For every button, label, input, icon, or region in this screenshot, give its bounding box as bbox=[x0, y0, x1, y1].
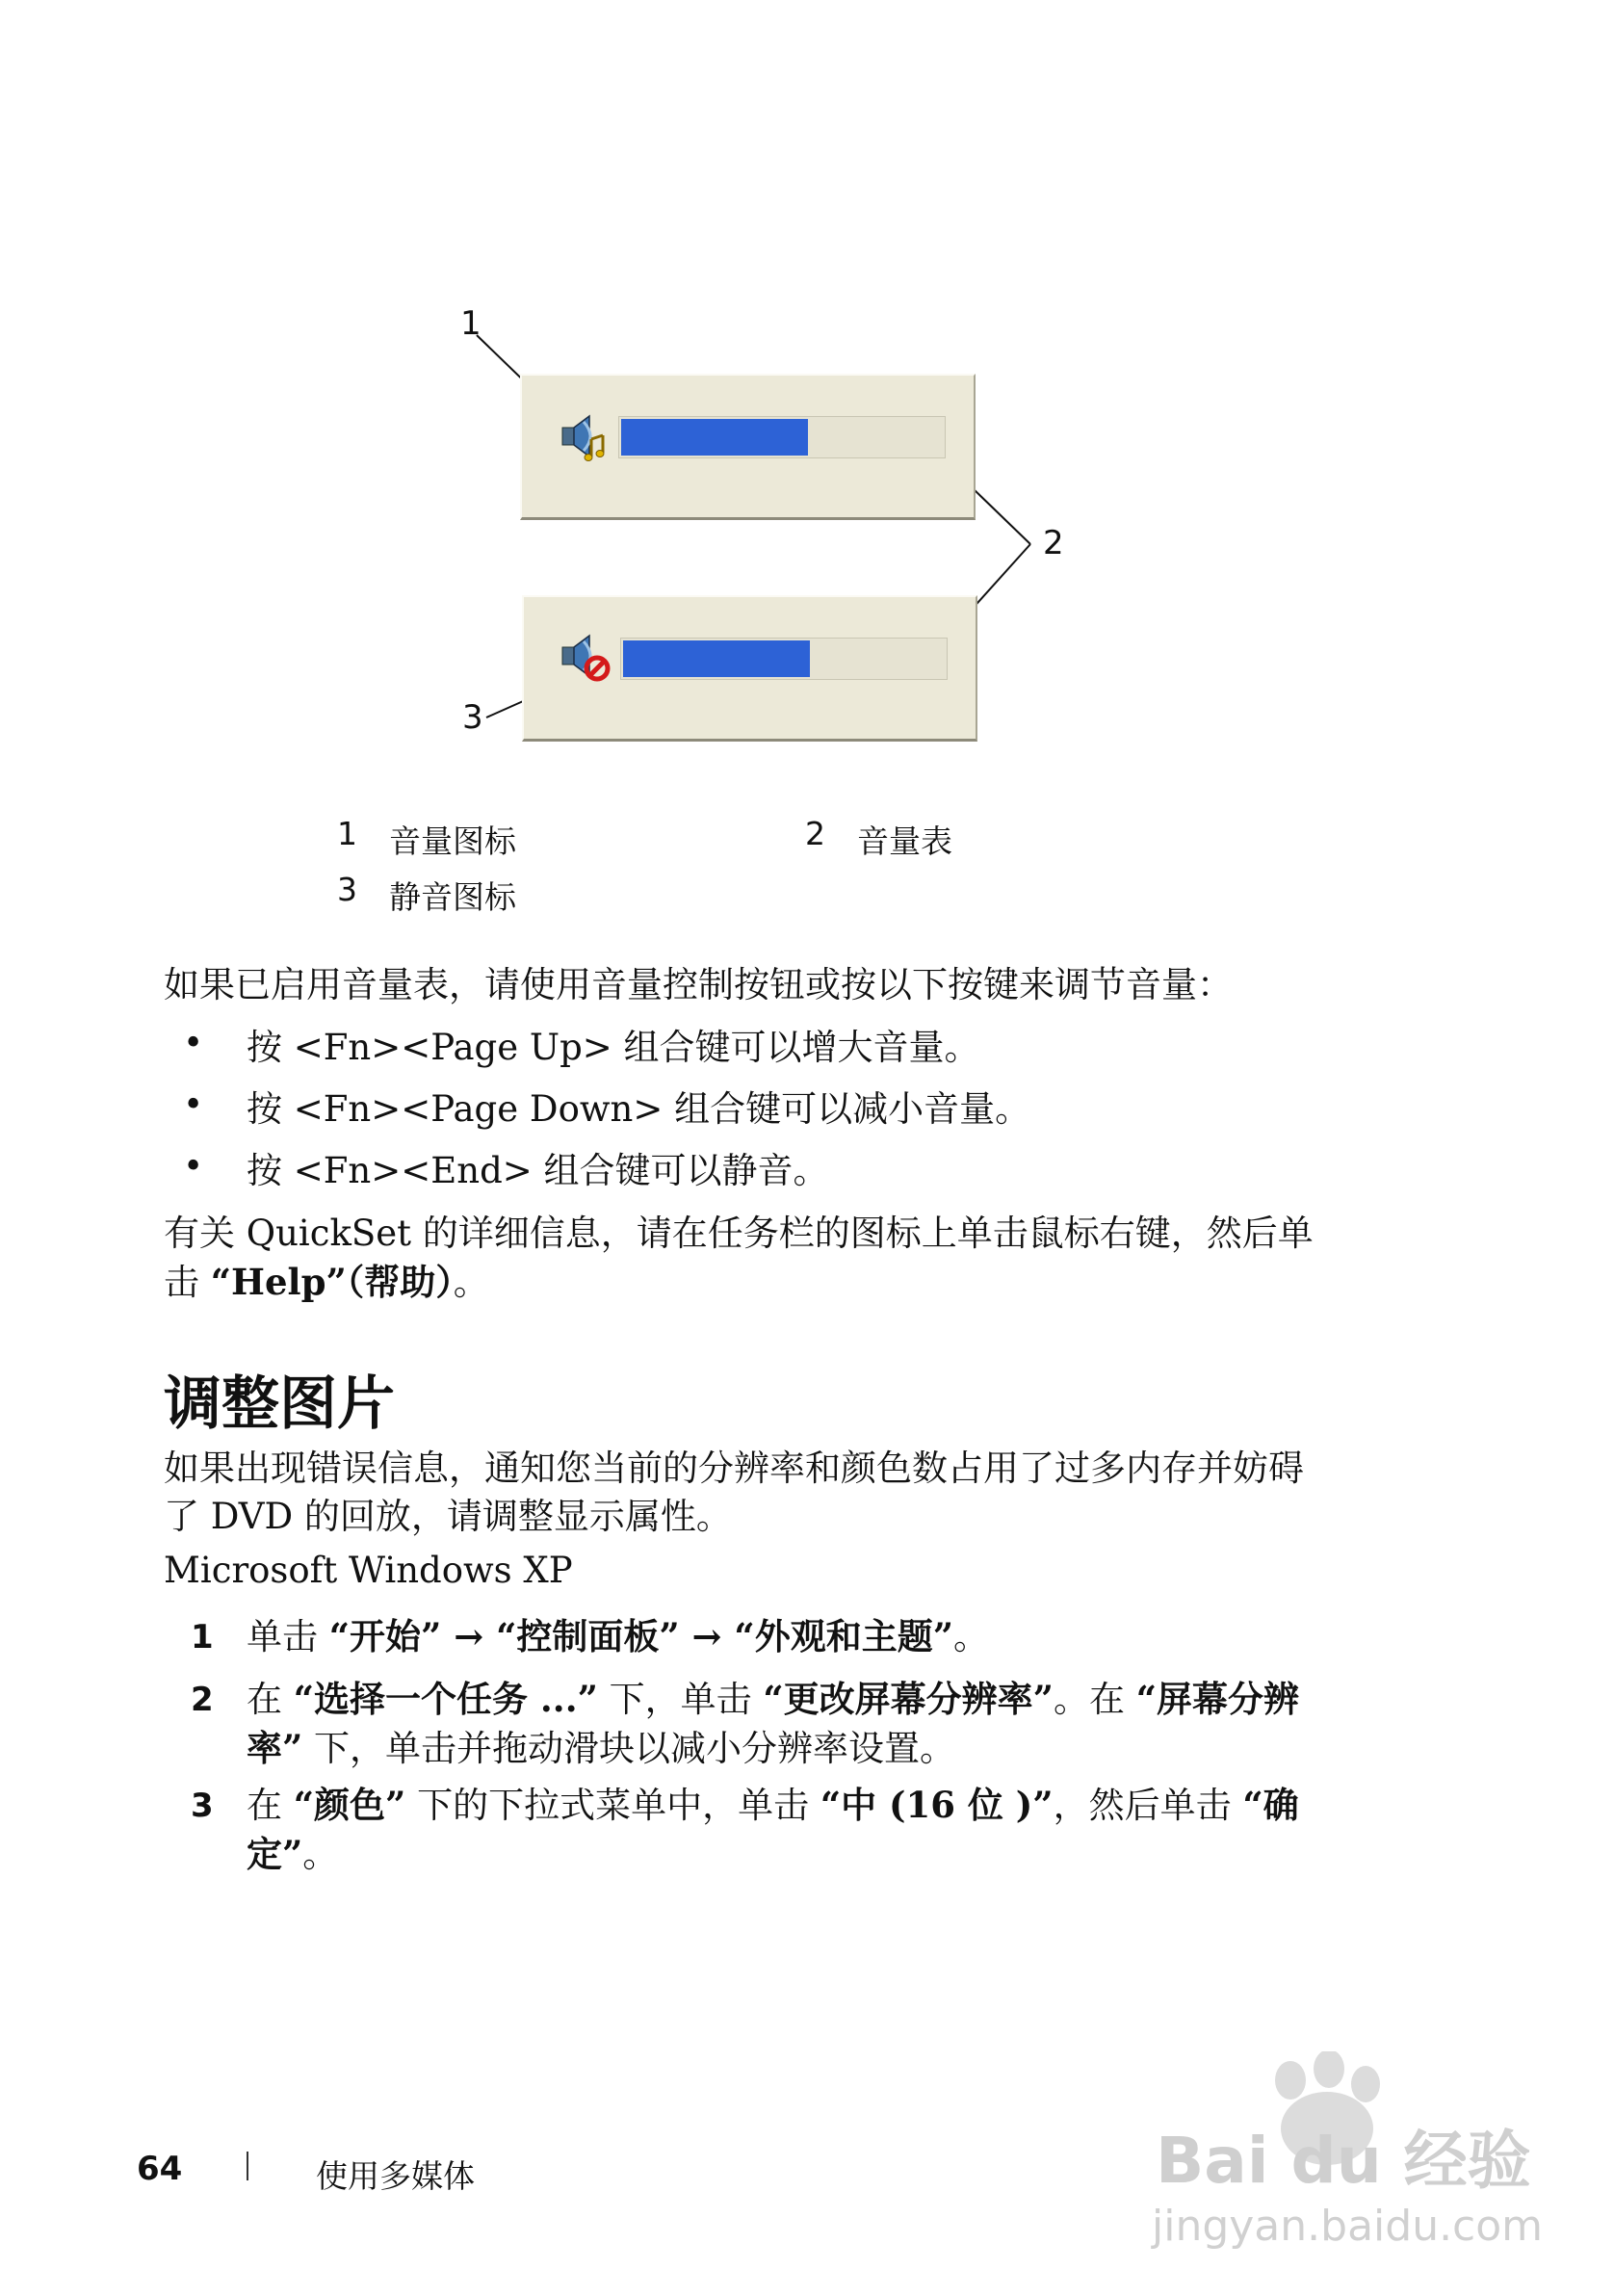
step-bold: 率” bbox=[247, 1727, 303, 1769]
step-bold: “更改屏幕分辨率” bbox=[763, 1678, 1054, 1720]
speaker-mute-icon bbox=[559, 630, 614, 686]
quickset-text: 。 bbox=[453, 1262, 489, 1303]
watermark-url: jingyan.baidu.com bbox=[1152, 2202, 1544, 2251]
step-2-line-2 bbox=[247, 1724, 1431, 1773]
legend-num: 2 bbox=[805, 815, 825, 852]
quickset-text: 击 bbox=[164, 1262, 211, 1303]
step-3 bbox=[247, 1781, 1431, 1879]
bullet-item: 按 <Fn><Page Down> 组合键可以减小音量。 bbox=[247, 1088, 1031, 1130]
step-bold: 定” bbox=[247, 1833, 303, 1875]
step-text: 下的下拉式菜单中，单击 bbox=[405, 1785, 820, 1826]
step-text: 在 bbox=[247, 1785, 294, 1826]
quickset-paragraph bbox=[164, 1210, 1416, 1307]
watermark-brand: Bai du 经验 bbox=[1156, 2124, 1531, 2198]
volume-meter bbox=[618, 416, 946, 458]
step-bold: “颜色” bbox=[293, 1784, 406, 1826]
speaker-music-icon bbox=[559, 410, 611, 464]
step-text: ，然后单击 bbox=[1053, 1785, 1243, 1826]
step-text: 。 bbox=[302, 1834, 339, 1875]
step-text: 。在 bbox=[1053, 1679, 1136, 1720]
bullet-item: 按 <Fn><Page Up> 组合键可以增大音量。 bbox=[247, 1027, 980, 1068]
page-number: 64 bbox=[137, 2150, 183, 2188]
bullet-dot: • bbox=[183, 1085, 204, 1125]
step-bold: “屏幕分辨 bbox=[1135, 1678, 1300, 1720]
step-text: 。 bbox=[953, 1616, 989, 1657]
volume-window-muted bbox=[522, 595, 977, 742]
section-line-2: 了 DVD 的回放，请调整显示属性。 bbox=[164, 1496, 732, 1537]
volume-window bbox=[520, 374, 976, 520]
step-bold: “选择一个任务 ...” bbox=[293, 1678, 598, 1720]
volume-meter-fill bbox=[621, 419, 808, 456]
step-3-line-2 bbox=[247, 1830, 1431, 1879]
step-bold: “确 bbox=[1242, 1784, 1299, 1826]
legend-text: 音量图标 bbox=[389, 822, 516, 860]
legend-text: 静音图标 bbox=[389, 878, 516, 916]
step-number: 2 bbox=[191, 1681, 214, 1719]
legend-text: 音量表 bbox=[857, 822, 952, 860]
section-paragraph bbox=[164, 1445, 1445, 1541]
step-2-line-1 bbox=[247, 1675, 1431, 1724]
legend-num: 3 bbox=[337, 871, 357, 908]
section-line-1: 如果出现错误信息，通知您当前的分辨率和颜色数占用了过多内存并妨碍 bbox=[164, 1448, 1304, 1489]
bullet-item: 按 <Fn><End> 组合键可以静音。 bbox=[247, 1150, 829, 1191]
callout-3: 3 bbox=[462, 698, 483, 737]
step-3-line-1 bbox=[247, 1781, 1431, 1830]
quickset-line-2 bbox=[164, 1258, 1416, 1307]
volume-meter bbox=[620, 638, 948, 680]
step-2 bbox=[247, 1675, 1431, 1773]
quickset-line-1: 有关 QuickSet 的详细信息，请在任务栏的图标上单击鼠标右键，然后单 bbox=[164, 1213, 1314, 1254]
footer-section: 使用多媒体 bbox=[316, 2157, 475, 2195]
step-number: 1 bbox=[191, 1618, 214, 1657]
step-number: 3 bbox=[191, 1787, 214, 1825]
callout-2: 2 bbox=[1043, 524, 1064, 562]
section-title: 调整图片 bbox=[164, 1370, 395, 1438]
callout-1: 1 bbox=[460, 304, 482, 343]
step-bold: “开始” → “控制面板” → “外观和主题” bbox=[328, 1615, 953, 1657]
intro-paragraph: 如果已启用音量表，请使用音量控制按钮或按以下按键来调节音量： bbox=[164, 964, 1233, 1005]
step-bold: “中 (16 位 )” bbox=[820, 1784, 1054, 1826]
os-heading: Microsoft Windows XP bbox=[164, 1550, 573, 1591]
step-1 bbox=[247, 1612, 1431, 1661]
step-text: 下，单击 bbox=[597, 1679, 764, 1720]
step-text: 单击 bbox=[247, 1616, 329, 1657]
help-label: “Help”（帮助） bbox=[210, 1261, 454, 1303]
bullet-dot: • bbox=[183, 1024, 204, 1063]
bullet-dot: • bbox=[183, 1147, 204, 1187]
legend-num: 1 bbox=[337, 815, 357, 852]
volume-meter-fill bbox=[623, 640, 810, 677]
step-text: 在 bbox=[247, 1679, 294, 1720]
step-text: 下，单击并拖动滑块以减小分辨率设置。 bbox=[302, 1728, 956, 1769]
footer-separator bbox=[247, 2152, 248, 2180]
